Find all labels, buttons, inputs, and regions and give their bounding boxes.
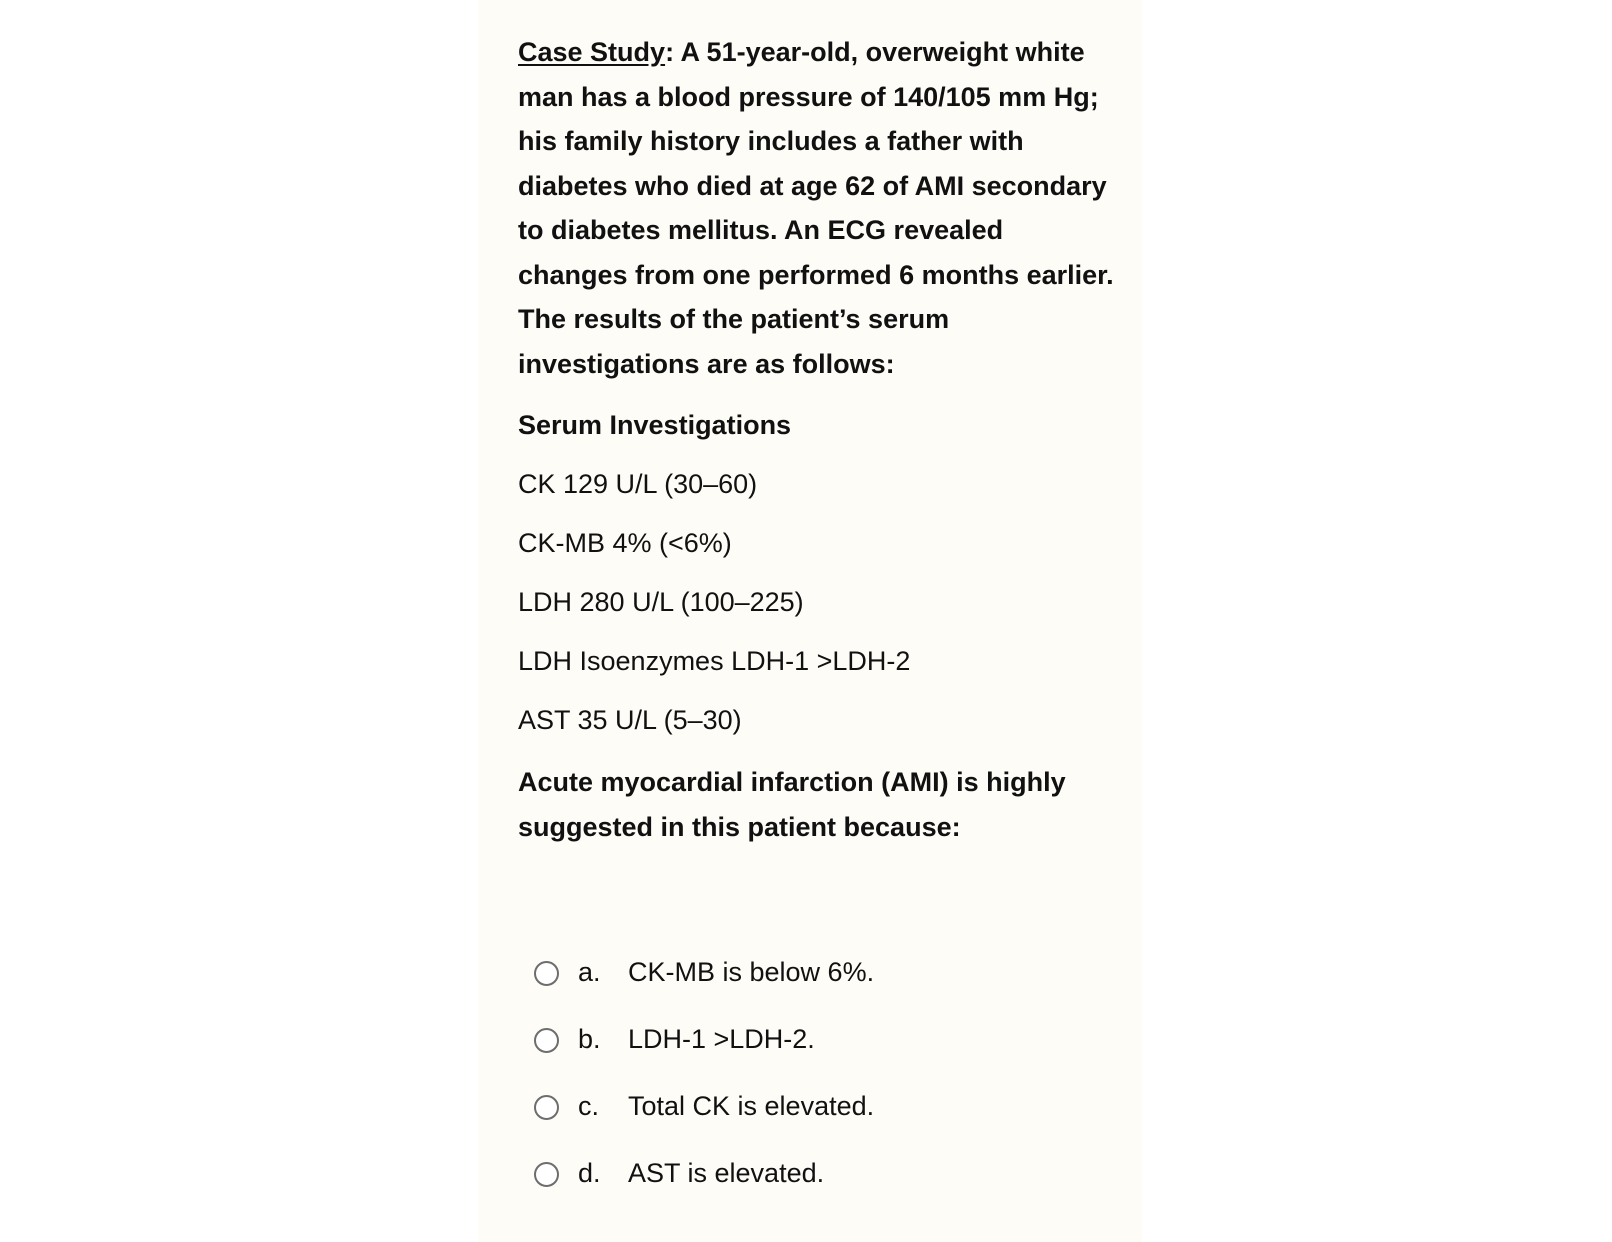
answer-option-d[interactable]	[534, 1156, 1094, 1223]
option-letter: c.	[578, 1091, 600, 1121]
question-card	[478, 0, 1142, 1242]
option-text: CK-MB is below 6%.	[628, 957, 875, 987]
answer-option-a[interactable]	[534, 955, 1094, 1022]
case-study-paragraph	[518, 30, 1118, 386]
lab-result-ldh: LDH 280 U/L (100–225)	[518, 587, 804, 617]
lab-result-ldh-isoenzymes: LDH Isoenzymes LDH-1 >LDH-2	[518, 646, 911, 676]
lab-result-ck: CK 129 U/L (30–60)	[518, 469, 758, 499]
radio-button-d[interactable]	[534, 1162, 559, 1187]
serum-investigations-title: Serum Investigations	[518, 410, 792, 440]
option-letter: a.	[578, 957, 601, 987]
option-text: Total CK is elevated.	[628, 1091, 875, 1121]
lab-result-ck-mb: CK-MB 4% (<6%)	[518, 528, 732, 558]
lab-result-ast: AST 35 U/L (5–30)	[518, 705, 742, 735]
option-letter: d.	[578, 1158, 601, 1188]
answer-option-b[interactable]	[534, 1022, 1094, 1089]
option-text: LDH-1 >LDH-2.	[628, 1024, 815, 1054]
option-letter: b.	[578, 1024, 601, 1054]
radio-button-a[interactable]	[534, 961, 559, 986]
question-prompt: Acute myocardial infarction (AMI) is highly suggested in this patient because:	[518, 767, 1066, 842]
case-study-label: Case Study	[518, 37, 666, 67]
question-content	[518, 30, 1118, 849]
radio-button-c[interactable]	[534, 1095, 559, 1120]
option-text: AST is elevated.	[628, 1158, 825, 1188]
serum-lab-list	[518, 467, 1118, 762]
radio-button-b[interactable]	[534, 1028, 559, 1053]
case-study-text: : A 51-year-old, overweight white man has a blood pressure of 140/105 mm Hg; his family history includes a father with diabetes who died at age 62 of AMI secondary to diabetes mellitus. An ECG revealed changes from one performed 6 months earlier. The results of the patient’s serum investigations are as follows:	[518, 37, 1114, 379]
answer-options	[534, 955, 1094, 1223]
answer-option-c[interactable]	[534, 1089, 1094, 1156]
